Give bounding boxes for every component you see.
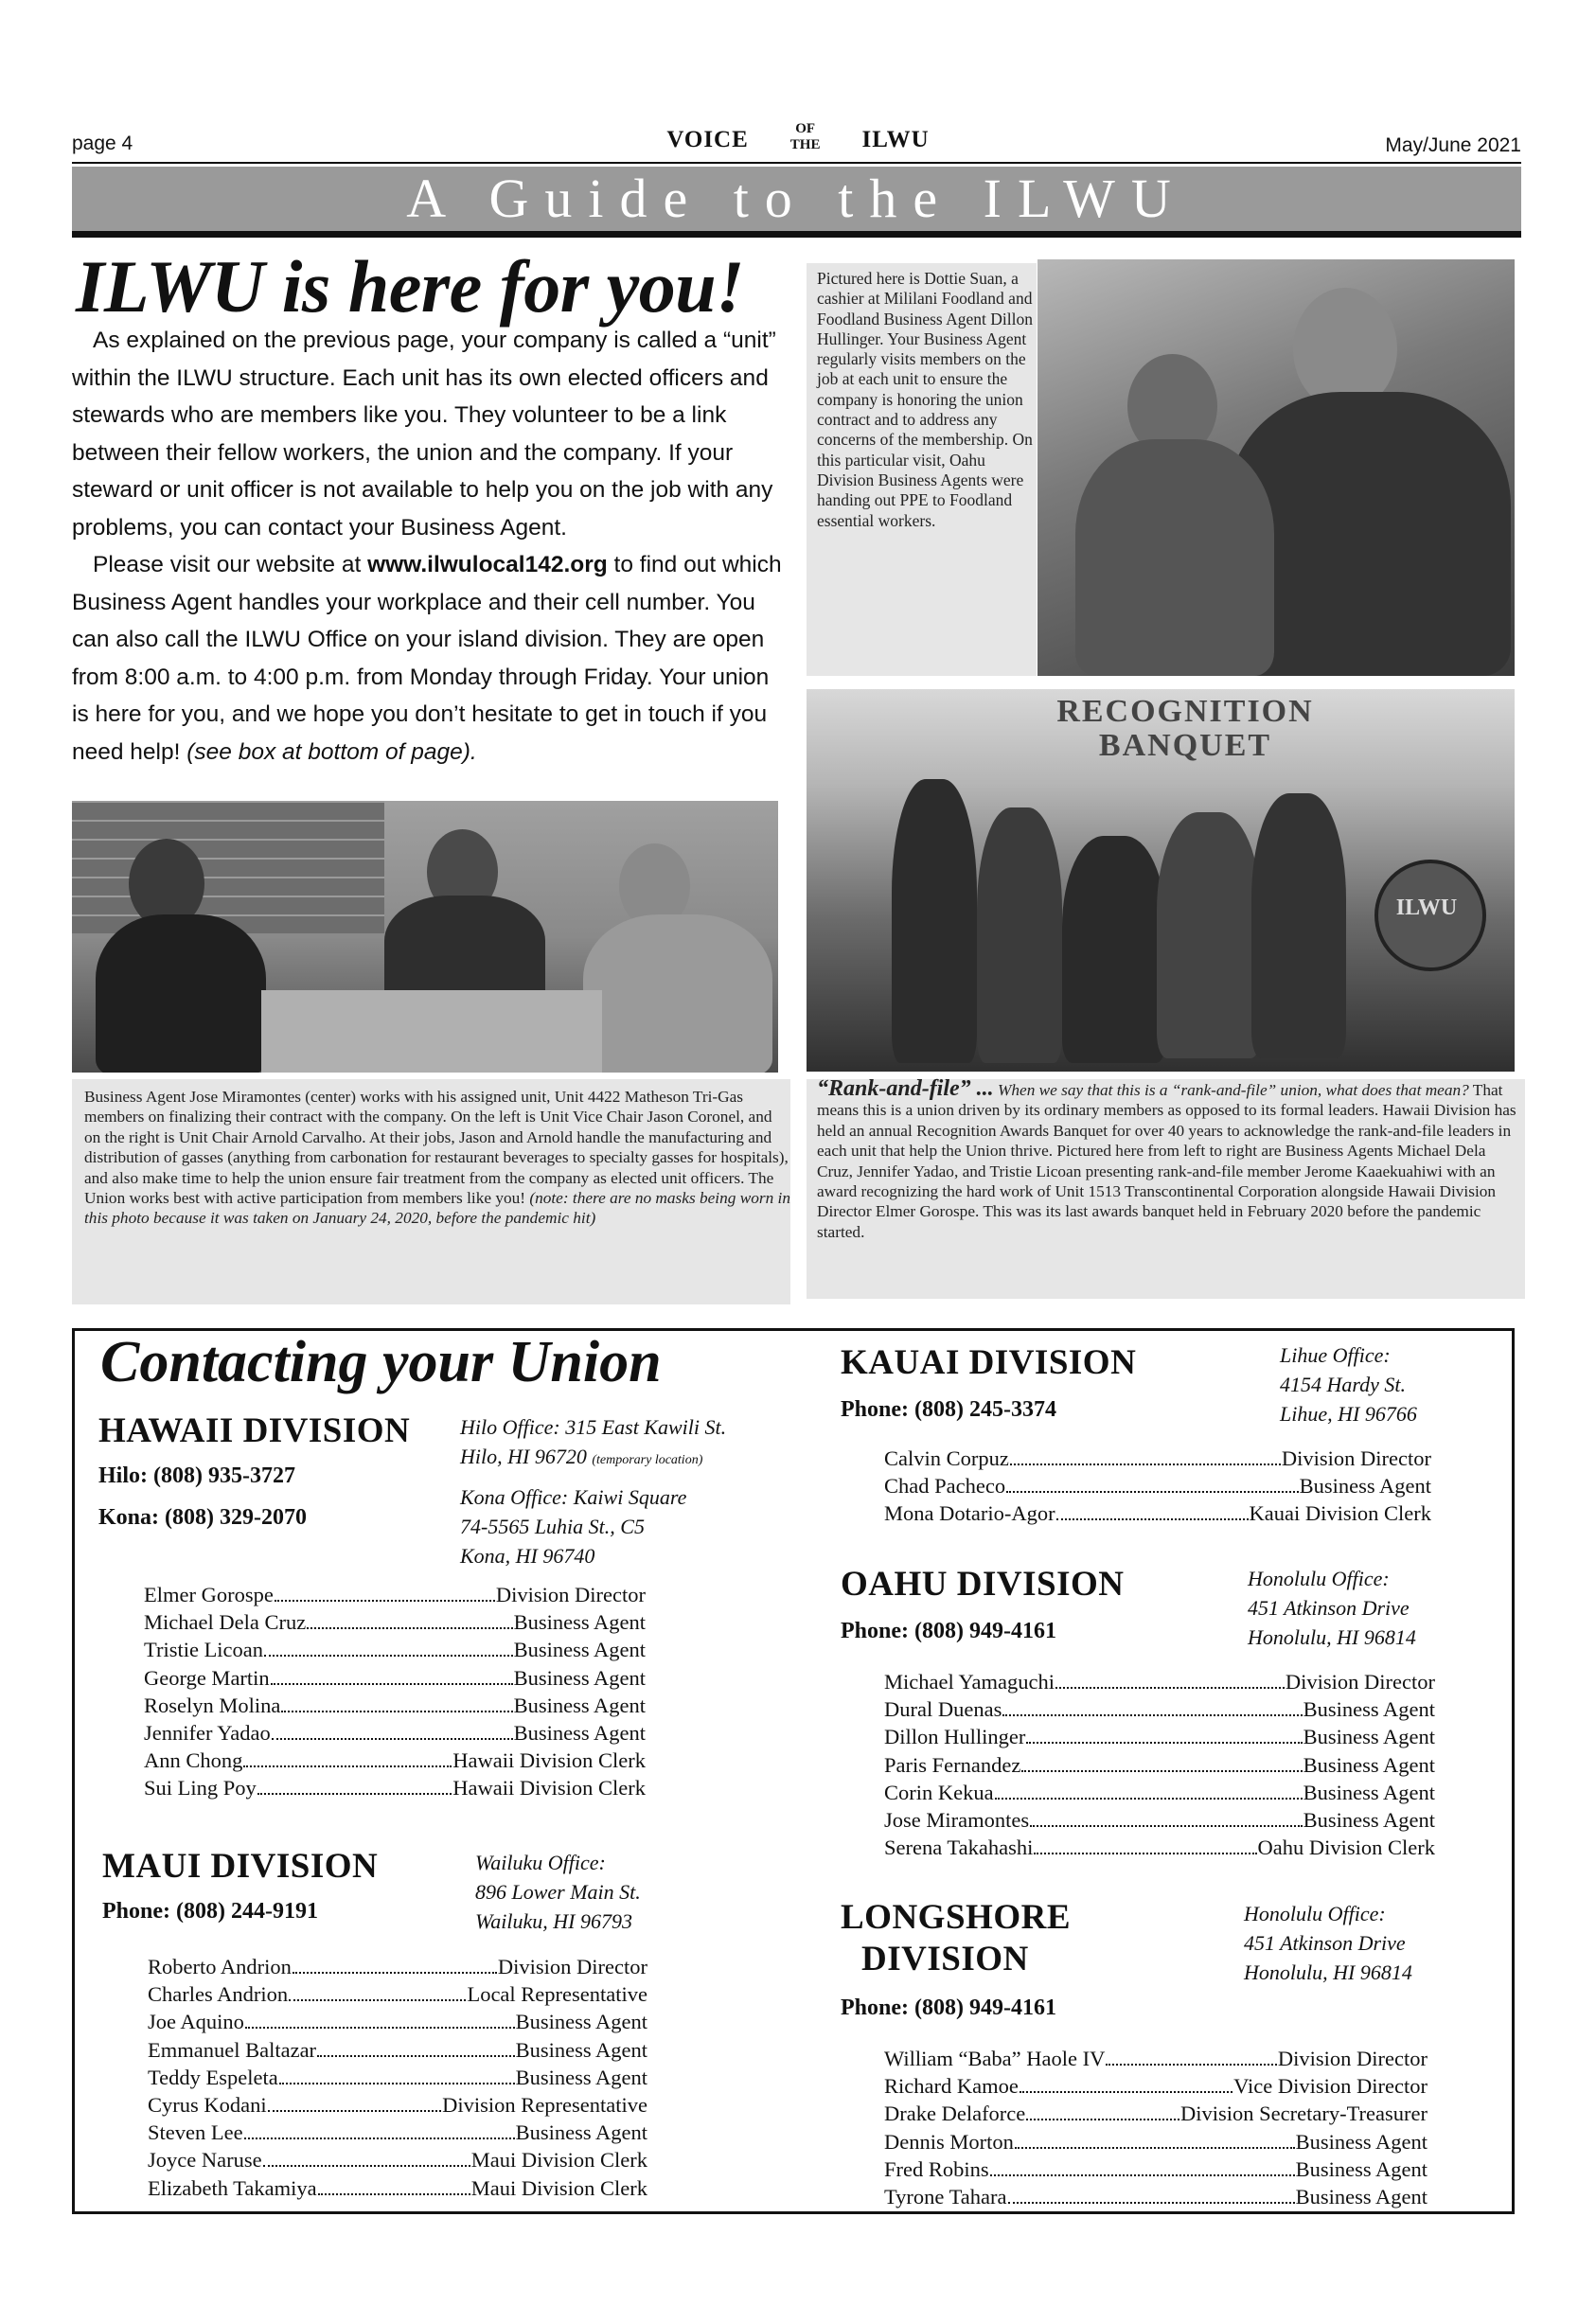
roster-row [884, 2100, 1428, 2127]
dot-leader [272, 1738, 513, 1740]
hawaii-division-title: HAWAII DIVISION [98, 1411, 411, 1450]
staff-role: Business Agent [1303, 1725, 1435, 1749]
kauai-office-address [1280, 1340, 1417, 1428]
staff-name: Jose Miramontes [884, 1808, 1030, 1833]
dot-leader [271, 1683, 513, 1685]
article-text: to find out which Business Agent handles your workplace and their cell number. You can also call the ILWU Office on your island division. They are open from 8:00 a.m. to 4:00 p.m. from Monday through Friday. Your union is here for you, and we hope you don’t hesitate to get in touch if you need help! [72, 552, 782, 765]
dot-leader [1002, 1714, 1302, 1716]
office-line: 451 Atkinson Drive [1248, 1596, 1410, 1620]
masthead [0, 121, 1596, 153]
roster-row [884, 2072, 1428, 2100]
dot-leader [1106, 2064, 1277, 2066]
staff-role: Business Agent [1303, 1752, 1435, 1777]
staff-name: Jennifer Yadao [144, 1721, 271, 1746]
article-paragraph [72, 546, 789, 771]
person-shape [1157, 812, 1261, 1058]
dot-leader [245, 2027, 515, 2029]
roster-row [884, 1806, 1435, 1834]
staff-name: George Martin [144, 1665, 270, 1690]
photo-dottie-dillon [1037, 259, 1515, 676]
staff-name: Tyrone Tahara [884, 2185, 1007, 2209]
dot-leader [1008, 2202, 1295, 2204]
office-line: Wailuku, HI 96793 [475, 1909, 633, 1933]
staff-name: Michael Yamaguchi [884, 1670, 1055, 1694]
staff-role: Division Director [1277, 2047, 1428, 2070]
staff-name: Roselyn Molina [144, 1693, 281, 1717]
dot-leader [1006, 1491, 1299, 1493]
roster-row [144, 1719, 646, 1747]
office-line: Lihue Office: [1280, 1343, 1391, 1367]
caption-text: That means this is a union driven by its ordinary members as opposed to its formal leaders. Hawaii Division has held an annual Recognition Awards Banquet for over 40 years to acknowledge the rank-and-file leaders in each unit that help the Union thrive. Pictured here from left to right are Business Agents Michael Dela Cruz, Jennifer Yadao, and Tristie Licoan presenting rank-and-file member Jerome Kaaekuahiwi with an award recognizing the hard work of Unit 1513 Transcontinental Corporation alongside Hawaii Division Director Elmer Gorospe. This was its last awards banquet held in February 2020 before the pandemic started. [817, 1081, 1516, 1241]
longshore-roster [884, 2045, 1428, 2210]
staff-name: Paris Fernandez [884, 1752, 1021, 1777]
person-shape [892, 779, 977, 1063]
office-line: Honolulu, HI 96814 [1248, 1625, 1416, 1649]
staff-role: Division Director [1281, 1446, 1431, 1470]
staff-name: Drake Delaforce [884, 2102, 1026, 2126]
oahu-roster [884, 1668, 1435, 1861]
caption-lead: “Rank-and-file” ... [817, 1076, 994, 1101]
office-line: Kona Office: Kaiwi Square [460, 1485, 687, 1509]
staff-name: Dillon Hullinger [884, 1725, 1026, 1749]
staff-name: Mona Dotario-Agor [884, 1501, 1055, 1526]
longshore-office-address [1244, 1899, 1412, 1987]
staff-role: Division Secretary-Treasurer [1180, 2102, 1428, 2126]
staff-role: Business Agent [1303, 1697, 1435, 1722]
staff-role: Vice Division Director [1233, 2074, 1428, 2099]
staff-name: Serena Takahashi [884, 1836, 1034, 1860]
person-shape [1075, 439, 1274, 676]
caption-text: Business Agent Jose Miramontes (center) works with his assigned unit, Unit 4422 Matheson Tri-Gas members on finalizing their contract with the company. On the left is Unit Vice Chair Jason Coronel, and on the right is Unit Chair Arnold Carvalho. At their jobs, Jason and Arnold handle the manufacturing and distribution of gasses (anything from carbonation for restaurant beverages to specialty gasses for hospitals), and also make time to help the union ensure fair treatment from the company as elected unit officers. The Union works best with active participation from members like you! [84, 1088, 789, 1208]
page-number: page 4 [72, 133, 133, 154]
hawaii-phone-kona: Kona: (808) 329-2070 [98, 1505, 307, 1530]
staff-name: Joe Aquino [148, 2010, 244, 2034]
dot-leader [317, 2055, 515, 2057]
maui-roster [148, 1953, 647, 2202]
roster-row [884, 1834, 1435, 1861]
dot-leader [268, 2110, 442, 2112]
photo-recognition-banquet [807, 689, 1515, 1072]
maui-division-title: MAUI DIVISION [102, 1847, 379, 1886]
roster-row [148, 2174, 647, 2202]
staff-name: Teddy Espeleta [148, 2065, 278, 2089]
caption-note: (note: there are no masks being worn in this photo because it was taken on January 24, 2020, before the pandemic hit) [84, 1189, 790, 1228]
roster-row [884, 2128, 1428, 2155]
roster-row [144, 1692, 646, 1719]
staff-role: Business Agent [513, 1610, 646, 1635]
office-note: (temporary location) [592, 1453, 703, 1467]
caption-question: When we say that this is a “rank-and-file” union, what does that mean? [993, 1081, 1469, 1099]
dot-leader [281, 1711, 512, 1712]
dot-leader [1034, 1853, 1256, 1854]
person-shape [1062, 836, 1166, 1063]
roster-row [884, 1668, 1435, 1695]
photo-caption-jose [72, 1079, 790, 1304]
roster-row [144, 1664, 646, 1692]
staff-role: Business Agent [513, 1693, 646, 1717]
staff-name: Emmanuel Baltazar [148, 2037, 317, 2062]
roster-row [884, 2045, 1428, 2072]
dot-leader [243, 1765, 452, 1767]
staff-role: Business Agent [1295, 2185, 1428, 2209]
office-line: 74-5565 Luhia St., C5 [460, 1515, 645, 1538]
masthead-the: THE [789, 137, 821, 152]
dot-leader [264, 1655, 513, 1657]
roster-row [144, 1608, 646, 1636]
staff-role: Kauai Division Clerk [1249, 1501, 1431, 1526]
oahu-division-title: OAHU DIVISION [841, 1565, 1125, 1604]
roster-row [884, 1499, 1431, 1527]
dot-leader [244, 2137, 515, 2139]
roster-row [144, 1636, 646, 1663]
dot-leader [289, 1999, 466, 2001]
article-body [72, 322, 789, 771]
roster-row [884, 1445, 1431, 1472]
office-line: 4154 Hardy St. [1280, 1373, 1407, 1396]
staff-role: Local Representative [467, 1982, 647, 2007]
photo-jose-miramontes [72, 801, 778, 1073]
staff-role: Business Agent [515, 2010, 647, 2034]
article-paragraph: As explained on the previous page, your company is called a “unit” within the ILWU structure. Each unit has its own elected officers and stewards who are members like you. They volunteer to be a link between their fellow workers, the union and the company. If your steward or unit officer is not available to help you on the job with any problems, you can contact your Business Agent. [72, 328, 776, 541]
dot-leader [279, 2083, 515, 2084]
person-shape [1251, 793, 1346, 1058]
roster-row [148, 2008, 647, 2035]
roster-row [148, 2119, 647, 2146]
office-line: 451 Atkinson Drive [1244, 1931, 1406, 1955]
office-line: 896 Lower Main St. [475, 1880, 641, 1904]
staff-name: William “Baba” Haole IV [884, 2047, 1106, 2070]
dot-leader [307, 1627, 512, 1629]
kauai-division-title: KAUAI DIVISION [841, 1343, 1137, 1382]
roster-row [148, 1953, 647, 1980]
issue-date: May/June 2021 [1385, 134, 1521, 156]
hawaii-phone-hilo: Hilo: (808) 935-3727 [98, 1463, 295, 1488]
staff-role: Division Director [495, 1583, 646, 1606]
masthead-of: OF [795, 121, 816, 136]
dot-leader [318, 2193, 470, 2195]
staff-name: Corin Kekua [884, 1780, 994, 1804]
staff-role: Hawaii Division Clerk [452, 1748, 646, 1773]
staff-name: Fred Robins [884, 2156, 989, 2181]
photo-caption-rank-and-file [807, 1076, 1525, 1299]
oahu-office-address [1248, 1564, 1416, 1652]
staff-role: Business Agent [1295, 2129, 1428, 2154]
dot-leader [293, 1972, 497, 1974]
dot-leader [1030, 1825, 1303, 1827]
office-line: Honolulu Office: [1248, 1567, 1390, 1590]
office-line: Hilo, HI 96720 (temporary location) [460, 1445, 703, 1468]
roster-row [148, 2064, 647, 2091]
longshore-title-line1: LONGSHORE [841, 1898, 1071, 1937]
staff-name: Dural Duenas [884, 1697, 1002, 1722]
staff-role: Business Agent [1303, 1780, 1435, 1804]
roster-row [144, 1747, 646, 1774]
staff-name: Tristie Licoan [144, 1638, 264, 1662]
photo-caption-dottie: Pictured here is Dottie Suan, a cashier at Mililani Foodland and Foodland Business Agent Dillon Hullinger. Your Business Agent regularly visits members on the job at each unit to ensure the company is honoring the union contract and to address any concerns of the membership. On this particular visit, Oahu Division Business Agents were handing out PPE to Foodland essential workers. [807, 263, 1037, 676]
staff-name: Elmer Gorospe [144, 1583, 274, 1606]
website-link[interactable]: www.ilwulocal142.org [367, 552, 608, 577]
roster-row [884, 1779, 1435, 1806]
staff-role: Division Director [1285, 1670, 1435, 1694]
staff-name: Charles Andrion [148, 1982, 289, 2007]
podium-logo-text: ILWU [1395, 896, 1458, 920]
staff-name: Joyce Naruse [148, 2148, 262, 2173]
roster-row [148, 2091, 647, 2119]
contact-title: Contacting your Union [100, 1330, 662, 1394]
office-line: Lihue, HI 96766 [1280, 1402, 1417, 1426]
oahu-phone: Phone: (808) 949-4161 [841, 1619, 1056, 1643]
dot-leader [1021, 1770, 1302, 1772]
roster-row [144, 1581, 646, 1608]
staff-name: Calvin Corpuz [884, 1446, 1009, 1470]
maui-office-address [475, 1848, 641, 1936]
longshore-phone: Phone: (808) 949-4161 [841, 1996, 1056, 2020]
staff-role: Business Agent [513, 1721, 646, 1746]
roster-row [884, 2155, 1428, 2183]
staff-role: Division Director [497, 1955, 647, 1978]
staff-role: Maui Division Clerk [470, 2148, 647, 2173]
dot-leader [990, 2174, 1295, 2176]
staff-name: Dennis Morton [884, 2129, 1014, 2154]
article-text: Please visit our website at [93, 552, 368, 577]
staff-role: Division Representative [442, 2093, 647, 2118]
longshore-division-title [841, 1897, 1071, 1980]
roster-row [148, 1980, 647, 2008]
roster-row [884, 1751, 1435, 1779]
roster-row [144, 1774, 646, 1801]
dot-leader [257, 1793, 452, 1795]
dot-leader [1015, 2147, 1295, 2149]
staff-name: Ann Chong [144, 1748, 243, 1773]
article-note: (see box at bottom of page). [186, 738, 477, 765]
staff-role: Maui Division Clerk [470, 2175, 647, 2200]
roster-row [884, 1472, 1431, 1499]
staff-role: Hawaii Division Clerk [452, 1776, 646, 1800]
dot-leader [275, 1600, 495, 1602]
staff-name: Sui Ling Poy [144, 1776, 257, 1800]
person-shape [583, 914, 772, 1073]
staff-role: Business Agent [515, 2065, 647, 2089]
staff-name: Roberto Andrion [148, 1955, 292, 1978]
dot-leader [1010, 1463, 1281, 1465]
office-line: Wailuku Office: [475, 1851, 606, 1874]
staff-role: Business Agent [1303, 1808, 1435, 1833]
brick-wall [72, 801, 384, 933]
dot-leader [1020, 2091, 1232, 2093]
roster-row [148, 2146, 647, 2173]
staff-name: Elizabeth Takamiya [148, 2175, 317, 2200]
staff-name: Cyrus Kodani [148, 2093, 267, 2118]
roster-row [884, 1695, 1435, 1723]
maui-phone: Phone: (808) 244-9191 [102, 1899, 318, 1924]
roster-row [148, 2036, 647, 2064]
kauai-roster [884, 1445, 1431, 1528]
staff-role: Oahu Division Clerk [1257, 1836, 1435, 1860]
dot-leader [995, 1798, 1303, 1800]
dot-leader [1055, 1687, 1285, 1689]
person-shape [96, 914, 266, 1073]
masthead-voice: VOICE [666, 127, 749, 152]
dot-leader [1026, 2119, 1179, 2120]
masthead-of-the [790, 121, 821, 153]
office-line: Honolulu Office: [1244, 1902, 1386, 1925]
masthead-ilwu: ILWU [861, 127, 930, 152]
staff-role: Business Agent [515, 2120, 647, 2145]
table [261, 990, 602, 1073]
staff-role: Business Agent [1295, 2156, 1428, 2181]
staff-name: Chad Pacheco [884, 1474, 1006, 1499]
staff-name: Michael Dela Cruz [144, 1610, 307, 1635]
dot-leader [1026, 1742, 1302, 1744]
person-shape [977, 807, 1062, 1063]
office-line: Hilo Office: 315 East Kawili St. [460, 1415, 727, 1439]
section-banner [72, 167, 1521, 231]
staff-role: Business Agent [515, 2037, 647, 2062]
staff-name: Richard Kamoe [884, 2074, 1019, 2099]
dot-leader [263, 2165, 470, 2167]
kauai-phone: Phone: (808) 245-3374 [841, 1397, 1056, 1422]
banner-rule [72, 231, 1521, 238]
staff-name: Steven Lee [148, 2120, 243, 2145]
section-banner-title: A Guide to the ILWU [406, 168, 1187, 229]
article-headline: ILWU is here for you! [76, 245, 744, 328]
office-line: Kona, HI 96740 [460, 1544, 595, 1568]
roster-row [884, 1723, 1435, 1750]
staff-role: Business Agent [513, 1638, 646, 1662]
staff-role: Business Agent [513, 1665, 646, 1690]
roster-row [884, 2183, 1428, 2210]
header-rule [72, 162, 1521, 164]
longshore-title-line2: DIVISION [861, 1940, 1029, 1978]
hawaii-office-address [460, 1412, 726, 1570]
hawaii-roster [144, 1581, 646, 1802]
banquet-sign: RECOGNITION BANQUET [1056, 694, 1314, 763]
staff-role: Business Agent [1299, 1474, 1431, 1499]
dot-leader [1056, 1518, 1249, 1520]
office-line: Honolulu, HI 96814 [1244, 1960, 1412, 1984]
